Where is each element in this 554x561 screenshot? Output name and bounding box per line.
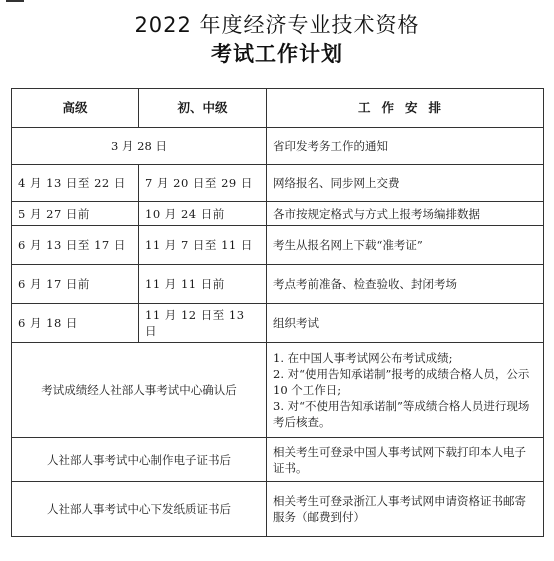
senior-date-cell: 4 月 13 日至 22 日 — [12, 165, 139, 202]
table-row — [12, 128, 544, 165]
work-line: 2. 对“使用告知承诺制”报考的成绩合格人员，公示 10 个工作日; — [273, 367, 530, 397]
work-cell: 相关考生可登录中国人事考试网下载打印本人电子证书。 — [267, 438, 544, 482]
junior-date-cell: 11 月 7 日至 11 日 — [139, 226, 267, 265]
table-row — [12, 265, 544, 304]
table-row — [12, 438, 544, 482]
table-row — [12, 202, 544, 226]
merged-condition-cell: 考试成绩经人社部人事考试中心确认后 — [12, 343, 267, 438]
work-cell: 相关考生可登录浙江人事考试网申请资格证书邮寄服务（邮费到付） — [267, 482, 544, 537]
merged-date-cell: 3 月 28 日 — [12, 128, 267, 165]
senior-date-cell: 6 月 17 日前 — [12, 265, 139, 304]
senior-date-cell: 6 月 13 日至 17 日 — [12, 226, 139, 265]
table-row — [12, 343, 544, 438]
merged-condition-cell: 人社部人事考试中心制作电子证书后 — [12, 438, 267, 482]
title-line-1: 2022 年度经济专业技术资格 — [134, 13, 420, 37]
work-cell: 组织考试 — [267, 304, 544, 343]
work-cell — [267, 343, 544, 438]
senior-date-cell: 6 月 18 日 — [12, 304, 139, 343]
merged-condition-cell: 人社部人事考试中心下发纸质证书后 — [12, 482, 267, 537]
title-line-2: 考试工作计划 — [211, 41, 343, 66]
work-cell: 网络报名、同步网上交费 — [267, 165, 544, 202]
work-line: 3. 对“不使用告知承诺制”等成绩合格人员进行现场考后核查。 — [273, 399, 530, 429]
junior-date-cell: 7 月 20 日至 29 日 — [139, 165, 267, 202]
work-cell: 考生从报名网上下载“准考证” — [267, 226, 544, 265]
corner-mark — [6, 0, 24, 2]
senior-date-cell: 5 月 27 日前 — [12, 202, 139, 226]
exam-schedule-table — [11, 88, 544, 537]
table-row — [12, 304, 544, 343]
work-cell: 各市按规定格式与方式上报考场编排数据 — [267, 202, 544, 226]
header-work: 工作安排 — [267, 89, 544, 128]
table-row — [12, 165, 544, 202]
table-row — [12, 482, 544, 537]
junior-date-cell: 10 月 24 日前 — [139, 202, 267, 226]
work-cell: 省印发考务工作的通知 — [267, 128, 544, 165]
work-line: 1. 在中国人事考试网公布考试成绩; — [273, 351, 453, 365]
table-row — [12, 226, 544, 265]
junior-date-cell: 11 月 11 日前 — [139, 265, 267, 304]
header-junior: 初、中级 — [139, 89, 267, 128]
junior-date-cell: 11 月 12 日至 13 日 — [139, 304, 267, 343]
table-header-row — [12, 89, 544, 128]
header-senior: 高级 — [12, 89, 139, 128]
work-cell: 考点考前准备、检查验收、封闭考场 — [267, 265, 544, 304]
